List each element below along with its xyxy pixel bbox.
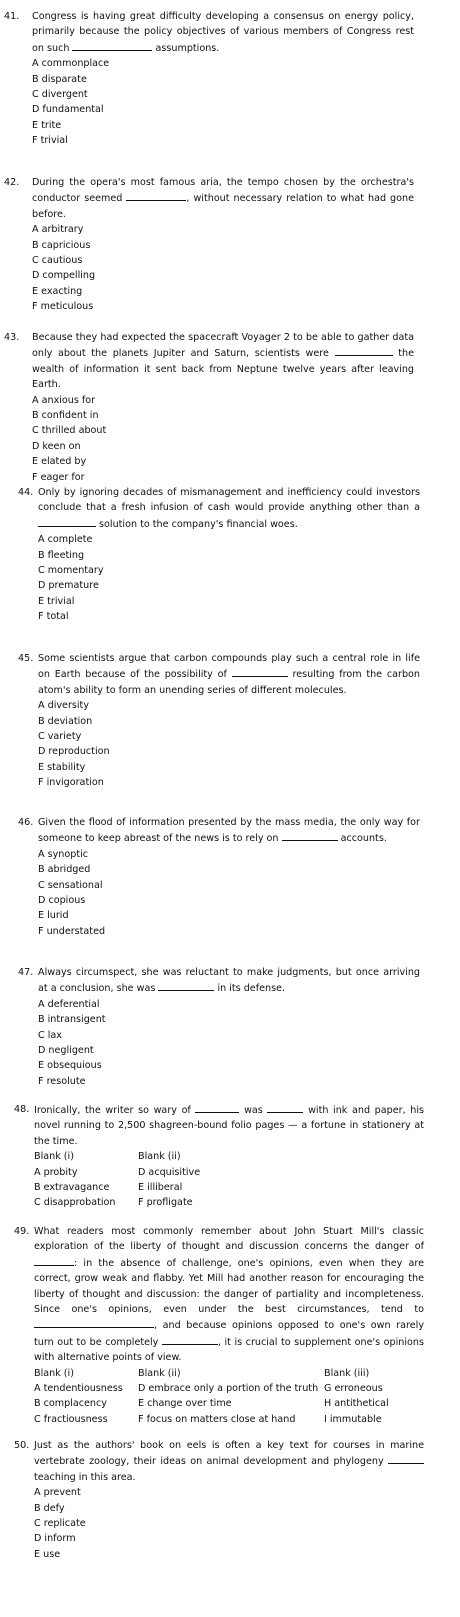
answer-option[interactable]: B disparate [32,73,87,85]
answer-option[interactable]: I immutable [324,1413,382,1425]
answer-option[interactable]: B fleeting [38,549,85,561]
question-stem: 49. What readers most commonly remember about John Stuart Mill's classic exploration of the liberty of thought and discussion concerns the danger of : in the absence of challenge, one's opinions, even when they are correct, grow weak and flabby. Yet Mill had another reason for encouraging the liberty of thought and discussion: the danger of partiality and incompleteness. Since one's opinions, even under the best circumstances, tend to , and because opinions opposed to one's own rarely turn out to be completely , it is crucial to supplement one's opinions with alternative points of view. [14,1226,424,1364]
answer-option[interactable]: F total [38,611,69,623]
question-50 [0,1438,460,1562]
answer-option[interactable]: B defy [34,1502,65,1514]
answer-options [32,56,460,148]
question-42 [0,175,460,315]
answer-option[interactable]: B abridged [38,864,91,876]
blank-column-ii [138,1366,324,1428]
answer-option[interactable]: G erroneous [324,1383,383,1395]
question-47 [0,965,460,1089]
answer-option[interactable]: B intransigent [38,1014,106,1026]
answer-options [34,1485,460,1562]
answer-option[interactable]: E exacting [32,285,83,297]
answer-option[interactable]: D keen on [32,440,81,452]
answer-options [32,222,460,314]
answer-option[interactable]: F understated [38,925,106,937]
answer-option[interactable]: F focus on matters close at hand [138,1413,296,1425]
answer-options [38,698,460,790]
answer-columns [34,1149,460,1211]
answer-option[interactable]: D premature [38,580,99,592]
answer-options [38,532,460,624]
column-header: Blank (iii) [324,1367,370,1379]
answer-option[interactable]: B capricious [32,239,91,251]
answer-option[interactable]: A tendentiousness [34,1383,123,1395]
answer-columns [34,1366,460,1428]
answer-option[interactable]: A anxious for [32,394,96,406]
answer-option[interactable]: D fundamental [32,104,104,116]
blank-column-iii [324,1366,414,1428]
answer-blank [162,1334,218,1345]
answer-options [38,847,460,939]
answer-option[interactable]: D compelling [32,270,96,282]
question-43 [0,330,460,485]
question-stem: 43. Because they had expected the spacecraft Voyager 2 to be able to gather data only about the planets Jupiter and Saturn, scientists were the wealth of information it sent back from Neptune twelve years after leaving Earth. [4,332,415,391]
column-header: Blank (i) [34,1367,74,1379]
column-header: Blank (i) [34,1151,74,1163]
question-45 [0,651,460,791]
question-stem: 48. Ironically, the writer so wary of was with ink and paper, his novel running to 2,500 shagreen-bound folio pages — a fortune in stationery at the time. [14,1104,424,1147]
answer-option[interactable]: E illiberal [138,1182,183,1194]
answer-blank [232,666,288,677]
answer-option[interactable]: C lax [38,1029,62,1041]
answer-option[interactable]: A arbitrary [32,224,84,236]
question-number: 48. [14,1104,30,1115]
answer-blank [267,1102,303,1113]
question-stem: 44. Only by ignoring decades of mismanagement and inefficiency could investors conclude that a fresh infusion of cash would provide anything other than a solution to the company's financial woes. [18,487,420,530]
answer-option[interactable]: A commonplace [32,58,110,70]
question-number: 45. [18,653,34,664]
answer-blank [126,190,186,201]
answer-option[interactable]: E stability [38,761,86,773]
question-number: 41. [4,11,20,22]
question-number: 47. [18,967,34,978]
answer-option[interactable]: A probity [34,1166,78,1178]
answer-blank [34,1255,74,1266]
answer-blank [72,40,152,51]
blank-column-ii [138,1149,258,1211]
question-48 [0,1102,460,1211]
answer-option[interactable]: F trivial [32,135,68,147]
answer-blank [158,980,214,991]
column-header: Blank (ii) [138,1151,181,1163]
blank-column-i [34,1366,138,1428]
answer-option[interactable]: C thrilled about [32,425,107,437]
question-number: 42. [4,177,20,188]
question-49 [0,1224,460,1427]
answer-option[interactable]: C sensational [38,879,103,891]
answer-option[interactable]: A synoptic [38,848,89,860]
answer-option[interactable]: C variety [38,731,82,743]
question-stem: 46. Given the flood of information presented by the mass media, the only way for someone to keep abreast of the news is to rely on accounts. [18,817,420,845]
answer-option[interactable]: B extravagance [34,1182,110,1194]
answer-option[interactable]: C divergent [32,89,88,101]
question-number: 46. [18,817,34,828]
question-44 [0,485,460,625]
question-number: 44. [18,487,34,498]
answer-option[interactable]: C fractiousness [34,1413,108,1425]
answer-option[interactable]: H antithetical [324,1398,389,1410]
answer-option[interactable]: E trite [32,119,62,131]
answer-blank [282,830,338,841]
question-number: 43. [4,332,20,343]
question-stem: 41. Congress is having great difficulty developing a consensus on energy policy, primarily because the policy objectives of various members of Congress rest on such assumptions. [4,11,414,54]
answer-option[interactable]: D inform [34,1533,76,1545]
answer-option[interactable]: C cautious [32,255,83,267]
question-stem: 47. Always circumspect, she was reluctant to make judgments, but once arriving at a conclusion, she was in its defense. [18,967,420,995]
answer-blank [388,1453,424,1464]
answer-option[interactable]: F meticulous [32,301,94,313]
answer-option[interactable]: F resolute [38,1075,86,1087]
column-header: Blank (ii) [138,1367,181,1379]
answer-option[interactable]: E change over time [138,1398,232,1410]
answer-blank [335,345,393,356]
question-number: 49. [14,1226,30,1237]
answer-options [38,997,460,1089]
answer-option[interactable]: C disapprobation [34,1197,116,1209]
question-number: 50. [14,1440,30,1451]
answer-option[interactable]: E obsequious [38,1060,102,1072]
question-41 [0,9,460,149]
answer-option[interactable]: D copious [38,895,86,907]
answer-option[interactable]: F eager for [32,471,85,483]
answer-option[interactable]: E trivial [38,595,75,607]
answer-option[interactable]: F profligate [138,1197,193,1209]
answer-option[interactable]: A deferential [38,998,100,1010]
answer-option[interactable]: A diversity [38,700,89,712]
question-stem: 42. During the opera's most famous aria, the tempo chosen by the orchestra's conductor seemed , without necessary relation to what had gone before. [4,177,414,220]
answer-option[interactable]: F invigoration [38,777,104,789]
answer-option[interactable]: B complacency [34,1398,107,1410]
answer-blank [195,1102,239,1113]
answer-blank [38,516,96,527]
blank-column-i [34,1149,138,1211]
answer-options [32,393,460,485]
answer-option[interactable]: E use [34,1548,61,1560]
question-46 [0,815,460,939]
answer-option[interactable]: E lurid [38,910,69,922]
question-stem: 45. Some scientists argue that carbon compounds play such a central role in life on Earth because of the possibility of resulting from the carbon atom's ability to form an unending series of different molecules. [18,653,420,696]
answer-option[interactable]: B confident in [32,410,99,422]
answer-option[interactable]: D embrace only a portion of the truth [138,1383,319,1395]
answer-option[interactable]: E elated by [32,456,87,468]
answer-option[interactable]: C momentary [38,565,104,577]
answer-option[interactable]: D negligent [38,1045,94,1057]
question-stem: 50. Just as the authors' book on eels is often a key text for courses in marine vertebrate zoology, their ideas on animal development and phylogeny teaching in this area. [14,1440,424,1483]
answer-blank [34,1317,154,1328]
answer-option[interactable]: C replicate [34,1518,86,1530]
answer-option[interactable]: D reproduction [38,746,110,758]
answer-option[interactable]: D acquisitive [138,1166,201,1178]
answer-option[interactable]: A prevent [34,1487,81,1499]
answer-option[interactable]: A complete [38,534,93,546]
answer-option[interactable]: B deviation [38,715,93,727]
